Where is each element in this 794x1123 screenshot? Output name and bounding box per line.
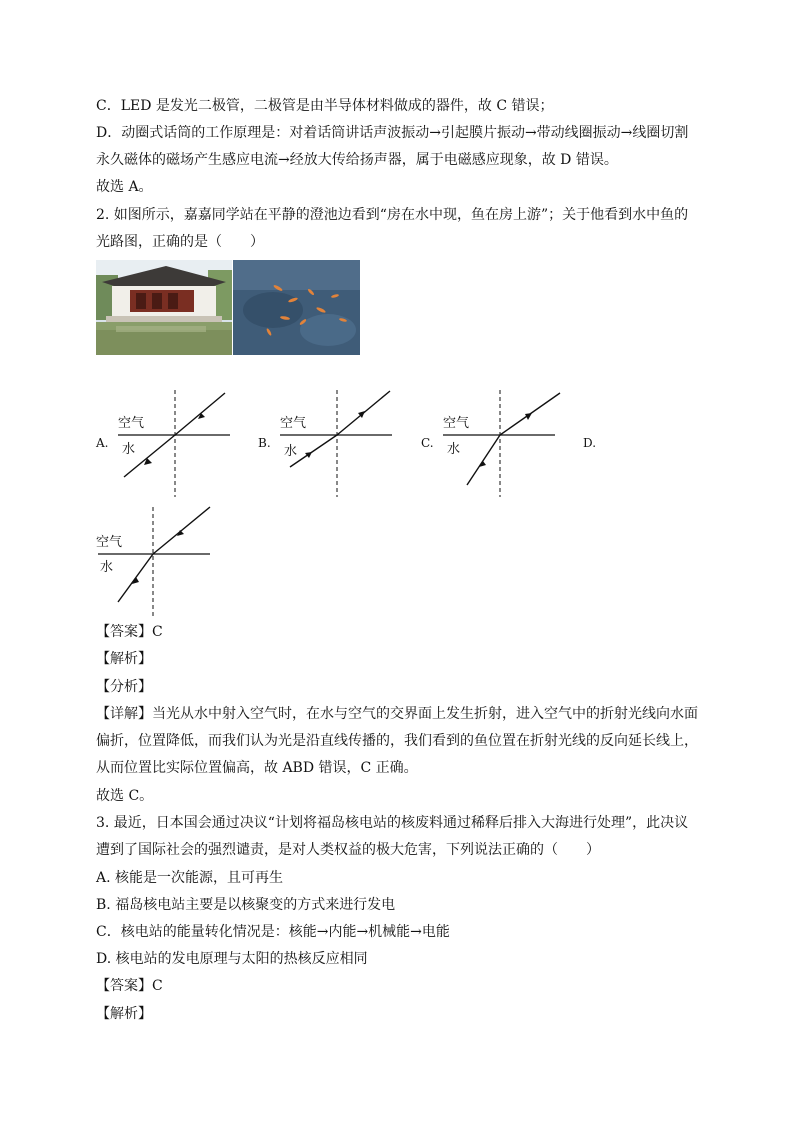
option-a: A. 核能是一次能源，且可再生 [96,870,284,886]
option-d: D. 核电站的发电原理与太阳的热核反应相同 [96,951,368,967]
water-label: 水 [284,444,298,459]
detail-text: 从而位置比实际位置偏高，故 ABD 错误，C 正确。 [96,760,418,776]
diagram-b [272,385,402,500]
analysis-label: 【分析】 [96,679,152,695]
text-line: 故选 C。 [96,788,154,804]
option-d-label: D. [583,436,597,450]
option-b-label: B. [258,436,271,450]
question-2-text: 光路图，正确的是（ ） [96,234,264,250]
diagram-c [435,385,565,500]
option-c-label: C. [421,436,434,450]
water-label: 水 [447,442,461,457]
option-b: B. 福岛核电站主要是以核聚变的方式来进行发电 [96,897,396,913]
detail-text: 偏折，位置降低，而我们认为光是沿直线传播的，我们看到的鱼位置在折射光线的反向延长线上， [96,733,698,749]
text-line: C．LED 是发光二极管，二极管是由半导体材料做成的器件，故 C 错误； [96,98,554,114]
air-label: 空气 [443,416,470,431]
water-label: 水 [100,560,114,575]
detail-text: 【详解】当光从水中射入空气时，在水与空气的交界面上发生折射，进入空气中的折射光线向水面 [96,706,698,722]
answer-label: 【答案】C [96,624,163,640]
air-label: 空气 [118,416,145,431]
text-line: D．动圈式话筒的工作原理是：对着话筒讲话声波振动→引起膜片振动→带动线圈振动→线圈切割 [96,125,689,141]
diagram-a [110,385,240,500]
option-a-label: A. [96,436,109,450]
question-3-text: 遭到了国际社会的强烈谴责，是对人类权益的极大危害，下列说法正确的（ ） [96,842,600,858]
diagram-d [94,505,224,620]
air-label: 空气 [96,535,123,550]
water-label: 水 [122,442,136,457]
analysis-label: 【解析】 [96,651,152,667]
text-line: 永久磁体的磁场产生感应电流→经放大传给扬声器，属于电磁感应现象，故 D 错误。 [96,152,618,168]
question-3-text: 3. 最近，日本国会通过决议“计划将福岛核电站的核废料通过稀释后排入大海进行处理”，此决议 [96,815,689,831]
answer-label: 【答案】C [96,978,163,994]
text-line: 故选 A。 [96,179,153,195]
analysis-label: 【解析】 [96,1006,152,1022]
air-label: 空气 [280,416,307,431]
option-c: C．核电站的能量转化情况是：核能→内能→机械能→电能 [96,924,450,940]
question-2-text: 2. 如图所示，嘉嘉同学站在平静的澄池边看到“房在水中现，鱼在房上游”；关于他看到水中鱼的 [96,207,689,223]
pavilion-photo [96,260,232,355]
fish-photo [233,260,360,355]
